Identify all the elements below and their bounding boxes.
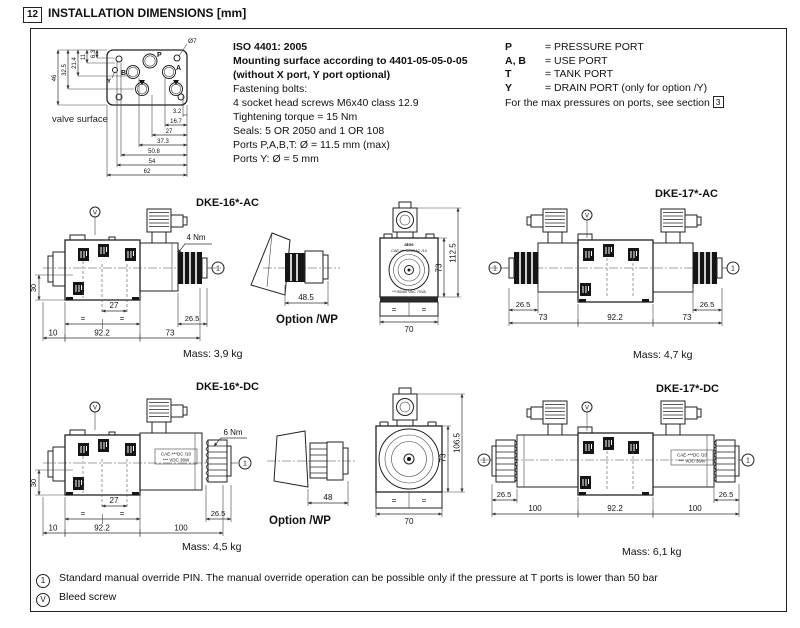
dc-end-view-drawing — [362, 386, 482, 548]
iso-line: (without X port, Y port optional) — [233, 69, 391, 81]
svg-text:27: 27 — [109, 496, 119, 505]
dims — [308, 481, 348, 506]
svg-text:73: 73 — [438, 453, 448, 463]
iso-info-block — [233, 40, 468, 166]
svg-text:50.8: 50.8 — [148, 149, 160, 155]
svg-text:V: V — [92, 405, 98, 412]
svg-text:=: = — [119, 314, 125, 323]
svg-text:V: V — [92, 210, 98, 217]
svg-text:30: 30 — [29, 283, 38, 293]
svg-text:=: = — [80, 509, 86, 518]
manual-override-knob-icon — [509, 252, 538, 284]
svg-text:73: 73 — [538, 313, 548, 322]
dke-17-ac-title: DKE-17*-AC — [655, 188, 718, 200]
dke-17-ac-mass: Mass: 4,7 kg — [633, 349, 693, 361]
legend-note: For the max pressures on ports, see section — [505, 97, 710, 109]
bleed-symbol-icon: V — [36, 593, 50, 607]
svg-text:21.4: 21.4 — [72, 57, 78, 69]
iso-line: Ports P,A,B,T: Ø = 11.5 mm (max) — [233, 139, 390, 151]
footnote-bleed — [36, 591, 116, 607]
electrical-connector-icon — [527, 401, 567, 435]
coil-label-1: CAE-***DC /10 — [160, 451, 192, 457]
svg-text:48.5: 48.5 — [298, 293, 314, 302]
svg-text:1: 1 — [216, 265, 220, 273]
svg-text:70: 70 — [404, 325, 414, 334]
legend-desc: = DRAIN PORT (only for option /Y) — [545, 81, 708, 94]
dke-17-dc-drawing — [475, 390, 790, 562]
electrical-connector-icon — [147, 399, 187, 433]
svg-text:26.5: 26.5 — [515, 300, 531, 309]
svg-text:1: 1 — [482, 457, 486, 465]
coil-label-2: *** VDC 36W — [678, 458, 706, 464]
svg-text:6.3: 6.3 — [91, 49, 97, 59]
iso-line: ISO 4401: 2005 — [233, 41, 308, 53]
svg-text:V: V — [584, 213, 590, 220]
bleed-screw-symbol — [90, 402, 100, 430]
override-callout — [207, 262, 224, 274]
iso-line: Ports Y: Ø = 5 mm — [233, 153, 319, 165]
svg-text:30: 30 — [29, 478, 38, 488]
svg-text:=: = — [119, 509, 125, 518]
torque-callout — [178, 233, 212, 253]
dke-16-ac-drawing — [25, 198, 260, 373]
footnote-text: Standard manual override PIN. The manual override operation can be possible only if the pressure at T ports is lower than 50 bar — [59, 572, 658, 584]
legend-desc: = USE PORT — [545, 54, 608, 67]
option-wp-dc-drawing — [252, 403, 367, 523]
svg-text:=: = — [391, 305, 397, 314]
dke-17-dc-title: DKE-17*-DC — [656, 383, 719, 395]
svg-text:26.5: 26.5 — [496, 490, 512, 499]
legend-desc: = PRESSURE PORT — [545, 41, 644, 53]
option-wp-ac-drawing — [245, 223, 360, 323]
svg-text:54: 54 — [148, 159, 156, 165]
svg-text:4 Nm: 4 Nm — [186, 233, 206, 242]
svg-text:26.5: 26.5 — [699, 300, 715, 309]
electrical-connector-icon — [147, 209, 187, 243]
svg-text:10: 10 — [48, 328, 58, 338]
section-ref: 3 — [713, 96, 724, 108]
dims — [380, 208, 461, 334]
coil-label-2: ***/50/60 VAC 70VA — [392, 290, 426, 294]
port-y-label: Y — [107, 79, 112, 85]
electrical-connector-icon — [527, 209, 567, 243]
svg-text:73: 73 — [682, 313, 692, 322]
svg-text:37.3: 37.3 — [157, 139, 169, 145]
iso-line: Seals: 5 OR 2050 and 1 OR 108 — [233, 125, 385, 137]
svg-text:1: 1 — [746, 457, 750, 465]
legend-symbol: P — [505, 41, 513, 53]
svg-text:62: 62 — [143, 169, 151, 175]
legend-symbol: T — [505, 68, 512, 80]
manual-override-knob-icon — [693, 252, 722, 284]
iso-line: Mounting surface according to 4401-05-05-0-05 — [233, 55, 468, 67]
dims — [376, 394, 465, 526]
svg-text:92.2: 92.2 — [94, 328, 110, 338]
svg-text:27: 27 — [165, 129, 173, 135]
svg-text:V: V — [584, 405, 590, 412]
option-wp-ac-label: Option /WP — [276, 314, 338, 326]
svg-text:1: 1 — [243, 460, 247, 468]
legend-desc: = TANK PORT — [545, 68, 613, 80]
svg-text:26.5: 26.5 — [184, 314, 200, 323]
override-symbol-icon: 1 — [36, 574, 50, 588]
svg-text:26.5: 26.5 — [718, 490, 734, 499]
option-wp-dc-label: Option /WP — [269, 515, 331, 527]
iso-line: Fastening bolts: — [233, 83, 308, 95]
dke-17-ac-drawing — [475, 198, 790, 368]
svg-text:92.2: 92.2 — [607, 313, 623, 322]
manual-override-knob-icon — [714, 440, 739, 482]
svg-text:70: 70 — [404, 517, 414, 526]
svg-text:16.7: 16.7 — [170, 119, 182, 125]
iso-line: 4 socket head screws M6x40 class 12.9 — [233, 97, 419, 109]
svg-text:100: 100 — [528, 504, 542, 513]
dke-17-dc-mass: Mass: 6,1 kg — [622, 546, 682, 558]
legend-symbol: A, B — [505, 54, 526, 67]
dims — [29, 456, 231, 537]
svg-text:73: 73 — [165, 328, 175, 338]
surface-horizontal-dims — [107, 61, 187, 177]
dims — [285, 281, 328, 306]
page-title: INSTALLATION DIMENSIONS [mm] — [48, 6, 247, 20]
svg-text:3.2: 3.2 — [172, 109, 182, 115]
port-b-label: B — [121, 70, 127, 77]
valve-surface-label: valve surface — [52, 114, 108, 125]
bleed-screw-symbol — [90, 207, 100, 235]
coil-label-2: *** VDC 36W — [162, 457, 190, 463]
manual-override-knob-icon — [492, 440, 517, 482]
manual-override-knob-icon — [178, 252, 207, 284]
svg-text:1: 1 — [731, 265, 735, 273]
coil-label-1: CAE-***/50/60AC /10 — [391, 249, 427, 253]
port-p-label: P — [157, 52, 162, 59]
svg-text:11: 11 — [81, 53, 87, 61]
dke-16-ac-mass: Mass: 3,9 kg — [183, 348, 243, 360]
brand-label: atos — [404, 242, 414, 247]
dke-16-ac-title: DKE-16*-AC — [196, 197, 259, 209]
manual-override-knob-icon — [206, 440, 231, 482]
svg-text:6 Nm: 6 Nm — [223, 428, 243, 437]
legend-symbol: Y — [505, 81, 513, 94]
svg-text:=: = — [80, 314, 86, 323]
svg-text:27: 27 — [109, 301, 119, 310]
dke-16-dc-mass: Mass: 4,5 kg — [182, 541, 242, 553]
svg-text:92.2: 92.2 — [94, 523, 110, 533]
footnote-override — [36, 572, 658, 588]
iso-line: Tightening torque = 15 Nm — [233, 111, 358, 123]
svg-text:100: 100 — [688, 504, 702, 513]
svg-text:112.5: 112.5 — [448, 243, 458, 263]
svg-text:26.5: 26.5 — [210, 509, 226, 518]
svg-text:=: = — [391, 496, 397, 505]
footnote-text: Bleed screw — [59, 591, 117, 603]
dims — [492, 484, 739, 518]
svg-text:100: 100 — [174, 523, 188, 533]
svg-text:=: = — [421, 496, 427, 505]
port-legend — [505, 41, 724, 111]
bolt-hole-dia-label: Ø7 — [188, 38, 197, 45]
ac-end-view-drawing — [362, 186, 482, 348]
override-callout — [231, 457, 251, 469]
svg-text:=: = — [421, 305, 427, 314]
svg-text:32.5: 32.5 — [62, 64, 68, 76]
dke-16-dc-title: DKE-16*-DC — [196, 381, 259, 393]
coil-label-1: CAE-***DC /10 — [676, 452, 708, 458]
svg-text:46: 46 — [52, 74, 58, 82]
svg-text:92.2: 92.2 — [607, 504, 623, 513]
svg-text:73: 73 — [434, 263, 444, 273]
svg-text:1: 1 — [493, 265, 497, 273]
electrical-connector-icon — [661, 209, 701, 243]
port-a-label: A — [176, 65, 182, 72]
electrical-connector-icon — [661, 401, 701, 435]
dims — [509, 288, 722, 327]
section-number: 12 — [23, 7, 42, 23]
svg-text:10: 10 — [48, 523, 58, 533]
svg-text:106.5: 106.5 — [452, 432, 462, 454]
mounting-surface-drawing — [30, 33, 240, 185]
svg-text:48: 48 — [323, 493, 333, 502]
